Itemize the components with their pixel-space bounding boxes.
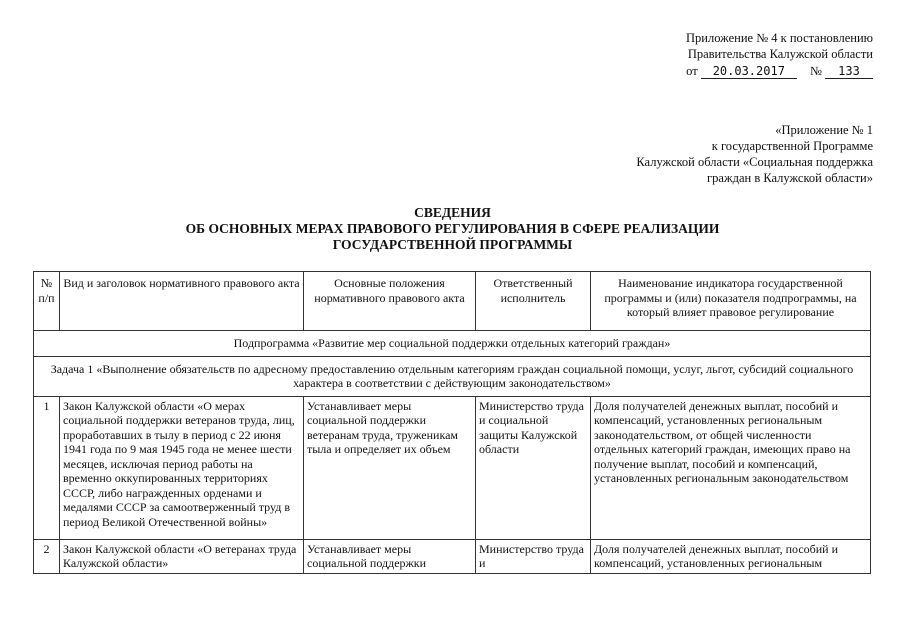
title-line2: ОБ ОСНОВНЫХ МЕРАХ ПРАВОВОГО РЕГУЛИРОВАНИЯ В СФЕРЕ РЕАЛИЗАЦИИ — [185, 221, 720, 236]
subprogram-row — [34, 331, 871, 357]
task-row — [34, 356, 871, 396]
row-provisions: Устанавливает меры социальной поддержки — [304, 539, 476, 573]
header-executor: Ответственный исполнитель — [476, 272, 591, 331]
program-annex-header — [636, 122, 873, 186]
annex-date: 20.03.2017 — [701, 64, 797, 79]
subprogram-cell: Подпрограмма «Развитие мер социальной поддержки отдельных категорий граждан» — [34, 331, 871, 357]
row-act: Закон Калужской области «О мерах социальной поддержки ветеранов труда, лиц, проработавших в тылу в период с 22 июня 1941 года по 9 мая 1945 года не менее шести месяцев, исключая период работы на временно оккупированных территориях СССР, либо награжденных орденами и медалями СССР за самоотверженный труд в период Великой Отечественной войны» — [60, 396, 304, 539]
row-act: Закон Калужской области «О ветеранах труда Калужской области» — [60, 539, 304, 573]
row-executor: Министерство труда и — [476, 539, 591, 573]
header-act: Вид и заголовок нормативного правового акта — [60, 272, 304, 331]
title-line3: ГОСУДАРСТВЕННОЙ ПРОГРАММЫ — [332, 237, 573, 252]
annex-date-line — [686, 63, 873, 79]
annex-header — [686, 30, 873, 79]
row-indicator: Доля получателей денежных выплат, пособий и компенсаций, установленных региональным — [591, 539, 871, 573]
row-num: 2 — [34, 539, 60, 573]
number-label: № — [809, 64, 822, 78]
from-label: от — [686, 64, 698, 78]
table-row — [34, 539, 871, 573]
table-header-row — [34, 272, 871, 331]
row-provisions: Устанавливает меры социальной поддержки ветеранам труда, труженикам тыла и определяет их объем — [304, 396, 476, 539]
annex-line2: Правительства Калужской области — [687, 47, 873, 61]
row-indicator: Доля получателей денежных выплат, пособий и компенсаций, установленных региональным законодательством, от общей численности отдельных категорий граждан, имеющих право на получение выплат, пособий и компенсаций, установленных региональным законодательством — [591, 396, 871, 539]
program-annex-line3: Калужской области «Социальная поддержка — [636, 155, 873, 169]
program-annex-line1: «Приложение № 1 — [775, 123, 873, 137]
header-num: № п/п — [34, 272, 60, 331]
task-cell: Задача 1 «Выполнение обязательств по адресному предоставлению отдельным категориям граждан социальной помощи, услуг, льгот, субсидий социального характера в соответствии с действующим законодательством» — [34, 356, 871, 396]
annex-line1: Приложение № 4 к постановлению — [686, 31, 873, 45]
row-num: 1 — [34, 396, 60, 539]
program-annex-line2: к государственной Программе — [711, 139, 873, 153]
measures-table — [33, 271, 871, 574]
annex-number: 133 — [825, 64, 873, 79]
title-line1: СВЕДЕНИЯ — [414, 205, 491, 220]
table-row — [34, 396, 871, 539]
program-annex-line4: граждан в Калужской области» — [707, 171, 873, 185]
header-indicator: Наименование индикатора государственной программы и (или) показателя подпрограммы, на который влияет правовое регулирование — [591, 272, 871, 331]
row-executor: Министерство труда и социальной защиты Калужской области — [476, 396, 591, 539]
document-title — [0, 205, 905, 253]
header-provisions: Основные положения нормативного правового акта — [304, 272, 476, 331]
